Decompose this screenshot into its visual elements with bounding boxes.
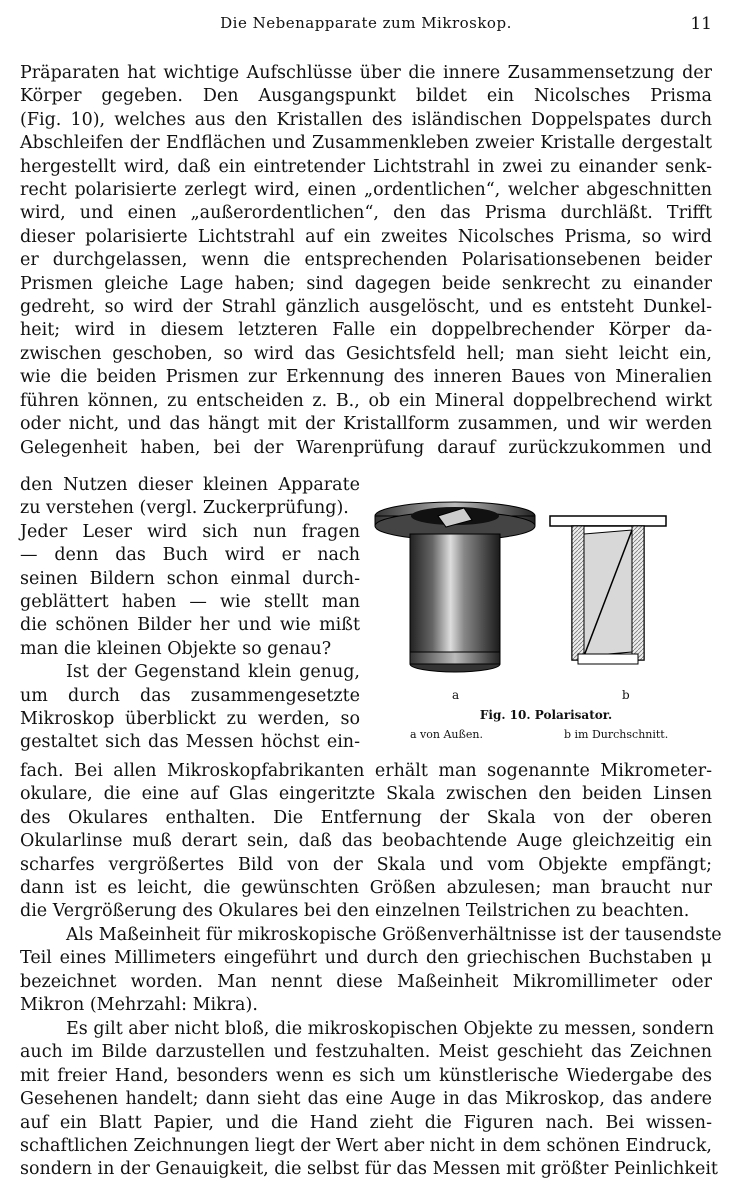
text-line: Es gilt aber nicht bloß, die mikroskopischen Objekte zu messen, sondern [66, 1019, 715, 1039]
text-line: Jeder Leser wird sich nun fragen [20, 521, 360, 542]
running-title: Die Nebenapparate zum Mikroskop. [220, 14, 512, 32]
text-line: er durchgelassen, wenn die entsprechenden Polarisationsebenen beider [20, 250, 712, 271]
text-line: bezeichnet worden. Man nennt diese Maßeinheit Mikromillimeter oder [20, 971, 712, 992]
text-line: sondern in der Genauigkeit, die selbst für das Messen mit größter Peinlichkeit [20, 1159, 718, 1180]
text-line: schaftlichen Zeichnungen liegt der Wert aber nicht in dem schönen Eindruck, [20, 1136, 712, 1157]
text-line: Gesehenen handelt; dann sieht das eine Auge in das Mikroskop, das andere [20, 1089, 712, 1110]
text-line: Abschleifen der Endflächen und Zusammenkleben zweier Kristalle dergestalt [20, 133, 712, 154]
text-line: Ist der Gegenstand klein genug, [66, 662, 360, 683]
text-line: den Nutzen dieser kleinen Apparate [20, 475, 360, 495]
text-line: — denn das Buch wird er nach [20, 545, 360, 566]
text-line: okulare, die eine auf Glas eingeritzte Skala zwischen den beiden Linsen [20, 784, 712, 805]
text-line: mit freier Hand, besonders wenn es sich um künstlerische Wiedergabe des [20, 1065, 712, 1086]
text-line: des Okulares enthalten. Die Entfernung der Skala von der oberen [20, 807, 712, 828]
text-line: gestaltet sich das Messen höchst ein- [20, 732, 360, 753]
text-line: dieser polarisierte Lichtstrahl auf ein zweites Nicolsches Prisma, so wird [20, 226, 712, 247]
text-line: Teil eines Millimeters eingeführt und durch den griechischen Buchstaben μ [20, 948, 712, 969]
text-line: geblättert haben — wie stellt man [20, 592, 360, 613]
figure-subcaption-b: b im Durchschnitt. [564, 728, 669, 741]
text-line: Mikroskop überblickt zu werden, so [20, 709, 360, 730]
text-line: dann ist es leicht, die gewünschten Größen abzulesen; man braucht nur [20, 878, 712, 899]
text-line: fach. Bei allen Mikroskopfabrikanten erhält man sogenannte Mikrometer- [20, 761, 712, 781]
text-line: die schönen Bilder her und wie mißt [20, 615, 360, 636]
paragraph-unit [20, 924, 722, 1018]
text-line: führen können, zu entscheiden z. B., ob ein Mineral doppelbrechend wirkt [20, 390, 712, 411]
page-number: 11 [690, 14, 712, 34]
text-line: oder nicht, und das hängt mit der Kristallform zusammen, und wir werden [20, 414, 712, 435]
text-line: wie die beiden Prismen zur Erkennung des inneren Baues von Mineralien [20, 367, 712, 388]
text-line: Prismen gleiche Lage haben; sind dagegen beide senkrecht zu einander [20, 273, 712, 294]
text-line: Als Maßeinheit für mikroskopische Größenverhältnisse ist der tausendste [66, 925, 722, 945]
figure-label-b: b [622, 688, 630, 702]
paragraph-polarization [20, 62, 712, 460]
text-line: zu verstehen (vergl. Zuckerprüfung). [20, 498, 349, 519]
figure-subcaption-a: a von Außen. [410, 728, 483, 741]
paragraph-drawing [20, 1018, 718, 1182]
text-line: seinen Bildern schon einmal durch- [20, 568, 360, 589]
text-line: Mikron (Mehrzahl: Mikra). [20, 995, 258, 1016]
text-line: auf ein Blatt Papier, und die Hand zieht die Figuren nach. Bei wissen- [20, 1112, 712, 1133]
text-line: wird, und einen „außerordentlichen“, den das Prisma durchläßt. Trifft [20, 203, 712, 224]
figure-polarisator [374, 494, 718, 744]
page-header [20, 14, 712, 38]
text-line: um durch das zusammengesetzte [20, 685, 360, 706]
text-line: hergestellt wird, daß ein eintretender Lichtstrahl in zwei zu einander senk- [20, 156, 712, 177]
text-line: auch im Bilde darzustellen und festzuhalten. Meist geschieht das Zeichnen [20, 1042, 712, 1063]
polarisator-exterior [375, 502, 535, 672]
text-line: heit; wird in diesem letzteren Falle ein doppelbrechender Körper da- [20, 320, 712, 341]
text-line: Okularlinse muß derart sein, daß das beobachtende Auge gleichzeitig ein [20, 831, 712, 852]
text-line: Gelegenheit haben, bei der Warenprüfung darauf zurückzukommen und [20, 437, 712, 458]
text-line: man die kleinen Objekte so genau? [20, 638, 332, 659]
text-line: zwischen geschoben, so wird das Gesichtsfeld hell; man sieht leicht ein, [20, 343, 712, 364]
text-line: recht polarisierte zerlegt wird, einen „ordentlichen“, welcher abgeschnitten [20, 180, 712, 201]
figure-label-a: a [452, 688, 460, 702]
paragraph-micrometer [20, 760, 712, 924]
polarisator-section [550, 516, 666, 664]
text-line: (Fig. 10), welches aus den Kristallen des isländischen Doppelspates durch [20, 109, 712, 130]
figure-caption: Fig. 10. Polarisator. [479, 708, 613, 722]
paragraph-beside-figure [20, 474, 360, 755]
polarisator-illustration [374, 494, 718, 684]
text-line: Präparaten hat wichtige Aufschlüsse über die innere Zusammensetzung der [20, 63, 712, 83]
text-line: gedreht, so wird der Strahl gänzlich ausgelöscht, und es entsteht Dunkel- [20, 297, 712, 318]
text-line: scharfes vergrößertes Bild von der Skala und vom Objekte empfängt; [20, 854, 712, 875]
text-line: Körper gegeben. Den Ausgangspunkt bildet ein Nicolsches Prisma [20, 86, 712, 107]
text-line: die Vergrößerung des Okulares bei den einzelnen Teilstrichen zu beachten. [20, 901, 690, 922]
